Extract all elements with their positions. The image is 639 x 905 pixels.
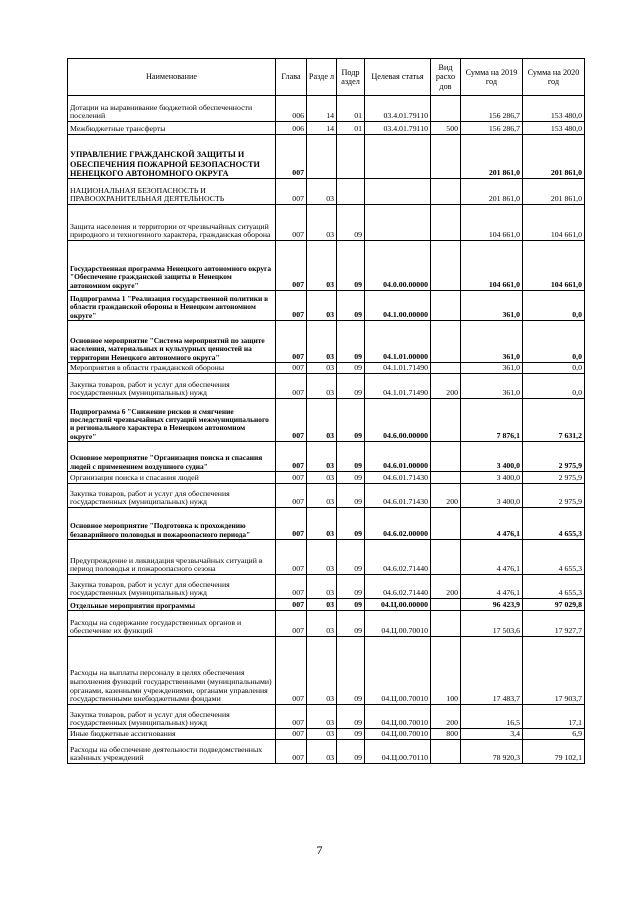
row-sum-2019: 3 400,0 bbox=[461, 472, 523, 484]
row-target: 04.1.01.71490 bbox=[365, 374, 431, 399]
row-razdel: 03 bbox=[307, 241, 337, 291]
table-row bbox=[68, 321, 585, 363]
row-podrazdel bbox=[337, 135, 365, 179]
header-target: Целевая статья bbox=[365, 59, 431, 96]
row-name: Предупреждение и ликвидация чрезвычайных ситуаций в период половодья и пожароопасного сезона bbox=[68, 540, 276, 575]
row-name: Закупка товаров, работ и услуг для обеспечения государственных (муниципальных) нужд bbox=[68, 575, 276, 599]
row-sum-2019: 104 661,0 bbox=[461, 205, 523, 241]
row-vid bbox=[431, 599, 461, 611]
row-vid bbox=[431, 540, 461, 575]
row-razdel: 03 bbox=[307, 705, 337, 729]
row-podrazdel: 09 bbox=[337, 705, 365, 729]
row-sum-2020: 153 480,0 bbox=[523, 122, 585, 135]
table-row bbox=[68, 96, 585, 122]
row-sum-2020: 4 655,3 bbox=[523, 540, 585, 575]
row-name: Подпрограмма 1 "Реализация государственной политики в области гражданской обороны в Ненецком автономном округе" bbox=[68, 291, 276, 321]
row-sum-2020: 201 861,0 bbox=[523, 135, 585, 179]
row-sum-2020: 0,0 bbox=[523, 321, 585, 363]
row-name: Мероприятия в области гражданской обороны bbox=[68, 363, 276, 374]
row-sum-2020: 7 631,2 bbox=[523, 399, 585, 442]
row-sum-2019: 96 423,9 bbox=[461, 599, 523, 611]
row-vid bbox=[431, 399, 461, 442]
row-vid bbox=[431, 321, 461, 363]
row-name: Иные бюджетные ассигнования bbox=[68, 729, 276, 740]
row-sum-2020: 153 480,0 bbox=[523, 96, 585, 122]
row-sum-2020: 201 861,0 bbox=[523, 179, 585, 205]
row-sum-2020: 104 661,0 bbox=[523, 205, 585, 241]
row-target bbox=[365, 179, 431, 205]
row-podrazdel: 09 bbox=[337, 484, 365, 508]
row-sum-2020: 79 102,1 bbox=[523, 740, 585, 764]
header-name: Наименование bbox=[68, 59, 276, 96]
row-target: 03.4.01.79110 bbox=[365, 96, 431, 122]
row-podrazdel: 09 bbox=[337, 508, 365, 540]
row-podrazdel: 09 bbox=[337, 729, 365, 740]
row-sum-2020: 0,0 bbox=[523, 363, 585, 374]
row-name: Организация поиска и спасания людей bbox=[68, 472, 276, 484]
row-glava: 007 bbox=[276, 599, 307, 611]
row-target: 04.6.01.71430 bbox=[365, 472, 431, 484]
row-sum-2019: 156 286,7 bbox=[461, 122, 523, 135]
row-razdel: 03 bbox=[307, 363, 337, 374]
row-glava: 007 bbox=[276, 472, 307, 484]
table-row bbox=[68, 611, 585, 637]
row-sum-2019: 201 861,0 bbox=[461, 135, 523, 179]
row-sum-2019: 156 286,7 bbox=[461, 96, 523, 122]
row-target bbox=[365, 205, 431, 241]
table-row bbox=[68, 122, 585, 135]
row-target: 04.Ц.00.70110 bbox=[365, 740, 431, 764]
row-target: 04.Ц.00.70010 bbox=[365, 637, 431, 705]
row-razdel: 14 bbox=[307, 96, 337, 122]
row-podrazdel: 09 bbox=[337, 291, 365, 321]
header-sum-2019: Сумма на 2019 год bbox=[461, 59, 523, 96]
row-name: Закупка товаров, работ и услуг для обеспечения государственных (муниципальных) нужд bbox=[68, 705, 276, 729]
table-row bbox=[68, 540, 585, 575]
table-row bbox=[68, 399, 585, 442]
row-vid bbox=[431, 241, 461, 291]
row-sum-2019: 78 920,3 bbox=[461, 740, 523, 764]
row-sum-2020: 2 975,9 bbox=[523, 472, 585, 484]
row-name: Расходы на выплаты персоналу в целях обеспечения выполнения функций государственными (муниципальными) органами, казенными учреждениями, органами управления государственными внебюджетными фондами bbox=[68, 637, 276, 705]
row-razdel: 03 bbox=[307, 291, 337, 321]
row-target: 04.6.02.71440 bbox=[365, 575, 431, 599]
row-podrazdel: 09 bbox=[337, 637, 365, 705]
row-vid bbox=[431, 291, 461, 321]
row-razdel: 03 bbox=[307, 637, 337, 705]
header-sum-2020: Сумма на 2020 год bbox=[523, 59, 585, 96]
row-glava: 006 bbox=[276, 96, 307, 122]
table-row bbox=[68, 508, 585, 540]
row-name: Подпрограмма 6 "Снижение рисков и смягчение последствий чрезвычайных ситуаций межмуниципального и регионального характера в Ненецком автономном округе" bbox=[68, 399, 276, 442]
row-name: Межбюджетные трансферты bbox=[68, 122, 276, 135]
row-podrazdel: 09 bbox=[337, 321, 365, 363]
row-sum-2019: 3 400,0 bbox=[461, 442, 523, 472]
row-glava: 007 bbox=[276, 374, 307, 399]
header-vid: Вид расхо дов bbox=[431, 59, 461, 96]
row-podrazdel: 09 bbox=[337, 540, 365, 575]
row-razdel: 03 bbox=[307, 508, 337, 540]
row-target: 04.1.00.00000 bbox=[365, 291, 431, 321]
row-target: 04.0.00.00000 bbox=[365, 241, 431, 291]
row-glava: 007 bbox=[276, 363, 307, 374]
row-sum-2020: 2 975,9 bbox=[523, 442, 585, 472]
row-glava: 007 bbox=[276, 399, 307, 442]
row-sum-2020: 2 975,9 bbox=[523, 484, 585, 508]
row-target: 04.1.01.71490 bbox=[365, 363, 431, 374]
row-glava: 007 bbox=[276, 740, 307, 764]
table-row bbox=[68, 637, 585, 705]
row-sum-2020: 17,1 bbox=[523, 705, 585, 729]
row-razdel: 03 bbox=[307, 374, 337, 399]
table-row bbox=[68, 442, 585, 472]
row-name: Отдельные мероприятия программы bbox=[68, 599, 276, 611]
row-podrazdel: 09 bbox=[337, 374, 365, 399]
table-header-row bbox=[68, 59, 585, 96]
table-row bbox=[68, 599, 585, 611]
row-target: 04.Ц.00.70010 bbox=[365, 729, 431, 740]
row-glava: 007 bbox=[276, 205, 307, 241]
row-target: 04.6.01.71430 bbox=[365, 484, 431, 508]
row-vid bbox=[431, 442, 461, 472]
row-sum-2019: 361,0 bbox=[461, 291, 523, 321]
row-podrazdel: 09 bbox=[337, 599, 365, 611]
row-sum-2020: 97 029,8 bbox=[523, 599, 585, 611]
row-sum-2020: 4 655,3 bbox=[523, 508, 585, 540]
row-sum-2020: 17 903,7 bbox=[523, 637, 585, 705]
row-target: 04.Ц.00.70010 bbox=[365, 611, 431, 637]
row-vid bbox=[431, 611, 461, 637]
row-vid bbox=[431, 508, 461, 540]
row-podrazdel: 09 bbox=[337, 611, 365, 637]
row-name: Расходы на содержание государственных органов и обеспечение их функций bbox=[68, 611, 276, 637]
header-razdel: Разде л bbox=[307, 59, 337, 96]
table-row bbox=[68, 374, 585, 399]
row-podrazdel bbox=[337, 179, 365, 205]
row-razdel: 03 bbox=[307, 540, 337, 575]
row-vid bbox=[431, 179, 461, 205]
row-sum-2020: 17 927,7 bbox=[523, 611, 585, 637]
row-razdel: 14 bbox=[307, 122, 337, 135]
row-name: Расходы на обеспечение деятельности подведомственных казённых учреждений bbox=[68, 740, 276, 764]
row-vid bbox=[431, 740, 461, 764]
row-razdel: 03 bbox=[307, 611, 337, 637]
row-target: 04.6.02.71440 bbox=[365, 540, 431, 575]
row-target: 03.4.01.79110 bbox=[365, 122, 431, 135]
row-sum-2019: 4 476,1 bbox=[461, 508, 523, 540]
row-razdel: 03 bbox=[307, 205, 337, 241]
page-number: 7 bbox=[316, 843, 323, 857]
row-podrazdel: 09 bbox=[337, 363, 365, 374]
row-podrazdel: 09 bbox=[337, 472, 365, 484]
table-row bbox=[68, 291, 585, 321]
row-target: 04.6.00.00000 bbox=[365, 399, 431, 442]
table-row bbox=[68, 363, 585, 374]
row-name: Основное мероприятие "Система мероприятий по защите населения, материальных и культурных ценностей на территории Ненецкого автономного округа" bbox=[68, 321, 276, 363]
row-vid bbox=[431, 205, 461, 241]
row-name: Закупка товаров, работ и услуг для обеспечения государственных (муниципальных) нужд bbox=[68, 374, 276, 399]
row-razdel: 03 bbox=[307, 321, 337, 363]
row-sum-2020: 0,0 bbox=[523, 374, 585, 399]
table-row bbox=[68, 729, 585, 740]
row-podrazdel: 09 bbox=[337, 575, 365, 599]
row-podrazdel: 09 bbox=[337, 740, 365, 764]
row-sum-2019: 17 503,6 bbox=[461, 611, 523, 637]
row-podrazdel: 09 bbox=[337, 205, 365, 241]
row-vid: 100 bbox=[431, 637, 461, 705]
row-razdel bbox=[307, 135, 337, 179]
row-sum-2019: 104 661,0 bbox=[461, 241, 523, 291]
row-glava: 007 bbox=[276, 705, 307, 729]
row-glava: 007 bbox=[276, 179, 307, 205]
row-vid bbox=[431, 472, 461, 484]
row-razdel: 03 bbox=[307, 740, 337, 764]
row-target bbox=[365, 135, 431, 179]
row-vid: 200 bbox=[431, 374, 461, 399]
row-razdel: 03 bbox=[307, 599, 337, 611]
row-vid bbox=[431, 363, 461, 374]
table-row bbox=[68, 241, 585, 291]
row-sum-2020: 104 661,0 bbox=[523, 241, 585, 291]
row-glava: 007 bbox=[276, 135, 307, 179]
header-glava: Глава bbox=[276, 59, 307, 96]
table-row bbox=[68, 740, 585, 764]
row-glava: 007 bbox=[276, 508, 307, 540]
row-target: 04.1.01.00000 bbox=[365, 321, 431, 363]
row-glava: 007 bbox=[276, 321, 307, 363]
row-vid: 200 bbox=[431, 705, 461, 729]
row-razdel: 03 bbox=[307, 442, 337, 472]
row-glava: 007 bbox=[276, 575, 307, 599]
row-name: Основное мероприятие "Организация поиска и спасания людей с применением воздушного судна" bbox=[68, 442, 276, 472]
budget-table bbox=[67, 58, 585, 764]
row-vid bbox=[431, 135, 461, 179]
row-razdel: 03 bbox=[307, 399, 337, 442]
row-vid bbox=[431, 96, 461, 122]
row-razdel: 03 bbox=[307, 484, 337, 508]
row-podrazdel: 09 bbox=[337, 399, 365, 442]
row-name: НАЦИОНАЛЬНАЯ БЕЗОПАСНОСТЬ И ПРАВООХРАНИТЕЛЬНАЯ ДЕЯТЕЛЬНОСТЬ bbox=[68, 179, 276, 205]
row-sum-2020: 0,0 bbox=[523, 291, 585, 321]
row-podrazdel: 09 bbox=[337, 241, 365, 291]
row-glava: 007 bbox=[276, 291, 307, 321]
row-sum-2020: 6,9 bbox=[523, 729, 585, 740]
row-podrazdel: 01 bbox=[337, 96, 365, 122]
row-name: Дотации на выравнивание бюджетной обеспеченности поселений bbox=[68, 96, 276, 122]
row-razdel: 03 bbox=[307, 179, 337, 205]
table-row bbox=[68, 472, 585, 484]
row-podrazdel: 01 bbox=[337, 122, 365, 135]
row-razdel: 03 bbox=[307, 472, 337, 484]
row-name: УПРАВЛЕНИЕ ГРАЖДАНСКОЙ ЗАЩИТЫ И ОБЕСПЕЧЕНИЯ ПОЖАРНОЙ БЕЗОПАСНОСТИ НЕНЕЦКОГО АВТОНОМНОГО ОКРУГА bbox=[68, 135, 276, 179]
row-sum-2019: 3 400,0 bbox=[461, 484, 523, 508]
row-sum-2019: 201 861,0 bbox=[461, 179, 523, 205]
table-row bbox=[68, 484, 585, 508]
row-sum-2019: 3,4 bbox=[461, 729, 523, 740]
row-glava: 007 bbox=[276, 611, 307, 637]
row-sum-2019: 4 476,1 bbox=[461, 540, 523, 575]
row-name: Закупка товаров, работ и услуг для обеспечения государственных (муниципальных) нужд bbox=[68, 484, 276, 508]
row-vid: 200 bbox=[431, 484, 461, 508]
row-glava: 007 bbox=[276, 637, 307, 705]
row-target: 04.6.01.00000 bbox=[365, 442, 431, 472]
row-vid: 500 bbox=[431, 122, 461, 135]
row-glava: 007 bbox=[276, 484, 307, 508]
row-target: 04.Ц.00.70010 bbox=[365, 705, 431, 729]
row-razdel: 03 bbox=[307, 729, 337, 740]
table-row bbox=[68, 205, 585, 241]
row-sum-2019: 4 476,1 bbox=[461, 575, 523, 599]
row-target: 04.6.02.00000 bbox=[365, 508, 431, 540]
row-name: Защита населения и территории от чрезвычайных ситуаций природного и техногенного характера, гражданская оборона bbox=[68, 205, 276, 241]
row-glava: 007 bbox=[276, 442, 307, 472]
table-row bbox=[68, 179, 585, 205]
row-glava: 006 bbox=[276, 122, 307, 135]
row-name: Государственная программа Ненецкого автономного округа "Обеспечение гражданской защиты в Ненецком автономном округе" bbox=[68, 241, 276, 291]
row-sum-2019: 7 876,1 bbox=[461, 399, 523, 442]
header-podrazdel: Подр аздел bbox=[337, 59, 365, 96]
row-glava: 007 bbox=[276, 241, 307, 291]
row-glava: 007 bbox=[276, 729, 307, 740]
row-sum-2019: 361,0 bbox=[461, 374, 523, 399]
row-sum-2019: 16,5 bbox=[461, 705, 523, 729]
row-target: 04.Ц.00.00000 bbox=[365, 599, 431, 611]
row-sum-2019: 17 483,7 bbox=[461, 637, 523, 705]
table-row bbox=[68, 575, 585, 599]
row-sum-2019: 361,0 bbox=[461, 321, 523, 363]
row-vid: 800 bbox=[431, 729, 461, 740]
row-glava: 007 bbox=[276, 540, 307, 575]
row-name: Основное мероприятие "Подготовка к прохождению безаварийного половодья и пожароопасного периода" bbox=[68, 508, 276, 540]
table-row bbox=[68, 135, 585, 179]
table-row bbox=[68, 705, 585, 729]
row-razdel: 03 bbox=[307, 575, 337, 599]
row-sum-2020: 4 655,3 bbox=[523, 575, 585, 599]
row-sum-2019: 361,0 bbox=[461, 363, 523, 374]
row-podrazdel: 09 bbox=[337, 442, 365, 472]
row-vid: 200 bbox=[431, 575, 461, 599]
